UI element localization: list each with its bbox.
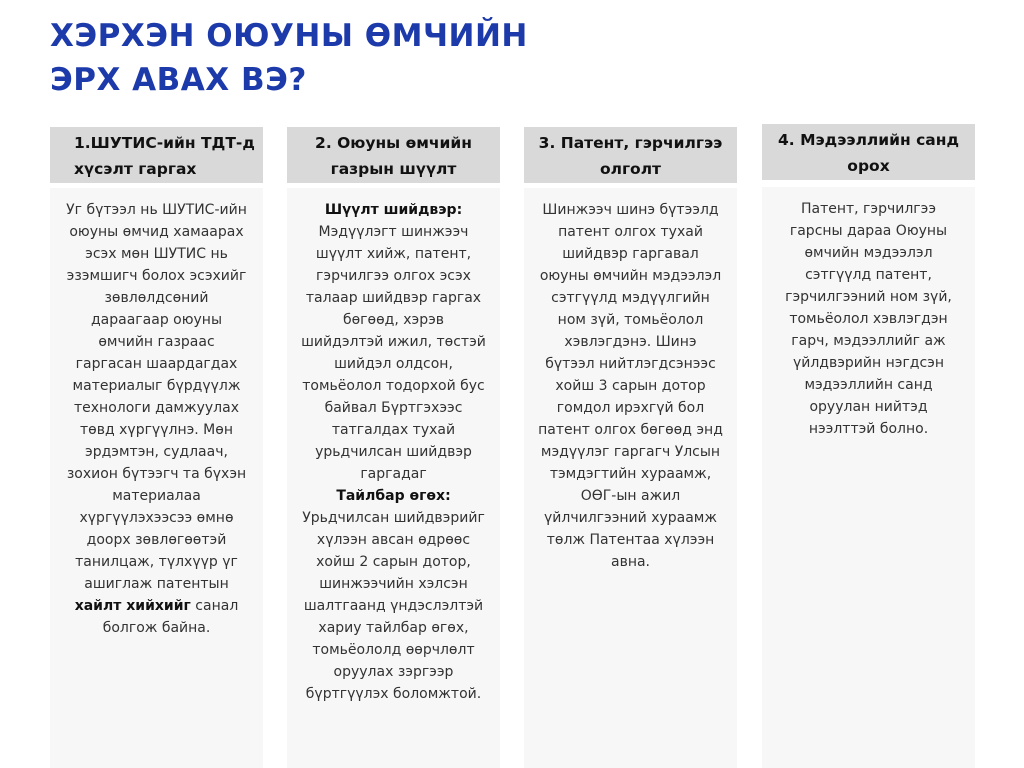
step-2-body xyxy=(287,188,500,768)
step-3-header: 3. Патент, гэрчилгээ олголт xyxy=(524,127,737,183)
page-title-line-2: ЭРХ АВАХ ВЭ? xyxy=(50,62,307,98)
step-2-section-1-label: Шүүлт шийдвэр: xyxy=(324,202,463,218)
step-2-header: 2. Оюуны өмчийн газрын шүүлт xyxy=(287,127,500,183)
step-2-section-2-label: Тайлбар өгөх: xyxy=(336,488,451,504)
step-3-text: Шинжээч шинэ бүтээлд патент олгох тухай шийдвэр гаргавал оюуны өмчийн мэдээлэл сэтгүүлд мэдүүлгийн ном зүй, томьёолол хэвлэгдэнэ. Шинэ бүтээл нийтлэгдсэнээс хойш 3 сарын дотор гомдол ирэхгүй бол патент олгох бөгөөд энд мэдүүлэг гаргагч Улсын тэмдэгтийн хураамж, ОӨГ-ын ажил үйлчилгээний хураамж төлж Патентаа хүлээн авна. xyxy=(538,202,723,570)
step-3-body xyxy=(524,188,737,768)
step-2-section-2-text: Урьдчилсан шийдвэрийг хүлээн авсан өдрөөс хойш 2 сарын дотор, шинжээчийн хэлсэн шалтгаанд үндэслэлтэй хариу тайлбар өгөх, томьёололд өөрчлөлт оруулах зэргээр бүртгүүлэх боломжтой. xyxy=(302,510,485,702)
step-4-text: Патент, гэрчилгээ гарсны дараа Оюуны өмчийн мэдээлэл сэтгүүлд патент, гэрчилгээний ном зүй, томьёолол хэвлэгдэн гарч, мэдээллийг аж үйлдвэрийн нэгдсэн мэдээллийн санд оруулан нийтэд нээлттэй болно. xyxy=(785,201,952,437)
step-column-3 xyxy=(524,127,737,768)
step-2-section-1-text: Мэдүүлэгт шинжээч шүүлт хийж, патент, гэрчилгээ олгох эсэх талаар шийдвэр гаргах бөгөөд, хэрэв шийдэлтэй ижил, төстэй шийдэл олдсон, томьёолол тодорхой бус байвал Бүртгэхээс татгалдах тухай урьдчилсан шийдвэр гаргадаг xyxy=(301,224,486,482)
step-1-body xyxy=(50,188,263,768)
step-1-text-bold: хайлт хийхийг xyxy=(74,598,191,614)
page-title xyxy=(50,14,528,102)
step-1-header: 1.ШУТИС-ийн ТДТ-д хүсэлт гаргах xyxy=(50,127,263,183)
step-column-2 xyxy=(287,127,500,768)
step-4-header: 4. Мэдээллийн санд орох xyxy=(762,124,975,180)
step-column-4 xyxy=(762,124,975,768)
step-4-body xyxy=(762,187,975,768)
step-1-text xyxy=(64,199,249,639)
step-1-text-end: санал болгож байна. xyxy=(102,598,239,636)
step-column-1 xyxy=(50,127,263,768)
page-title-line-1: ХЭРХЭН ОЮУНЫ ӨМЧИЙН xyxy=(50,18,528,54)
step-1-text-start: Уг бүтээл нь ШУТИС-ийн оюуны өмчид хамаарах эсэх мөн ШУТИС нь эзэмшигч болох эсэхийг зөвлөлдсөний дараагаар оюуны өмчийн газраас гаргасан шаардагдах материалыг бүрдүүлж технологи дамжуулах төвд хүргүүлнэ. Мөн эрдэмтэн, судлаач, зохион бүтээгч та бүхэн материалаа хүргүүлэхээсээ өмнө доорх зөвлөгөөтэй танилцаж, түлхүүр үг ашиглаж патентын xyxy=(66,202,247,592)
